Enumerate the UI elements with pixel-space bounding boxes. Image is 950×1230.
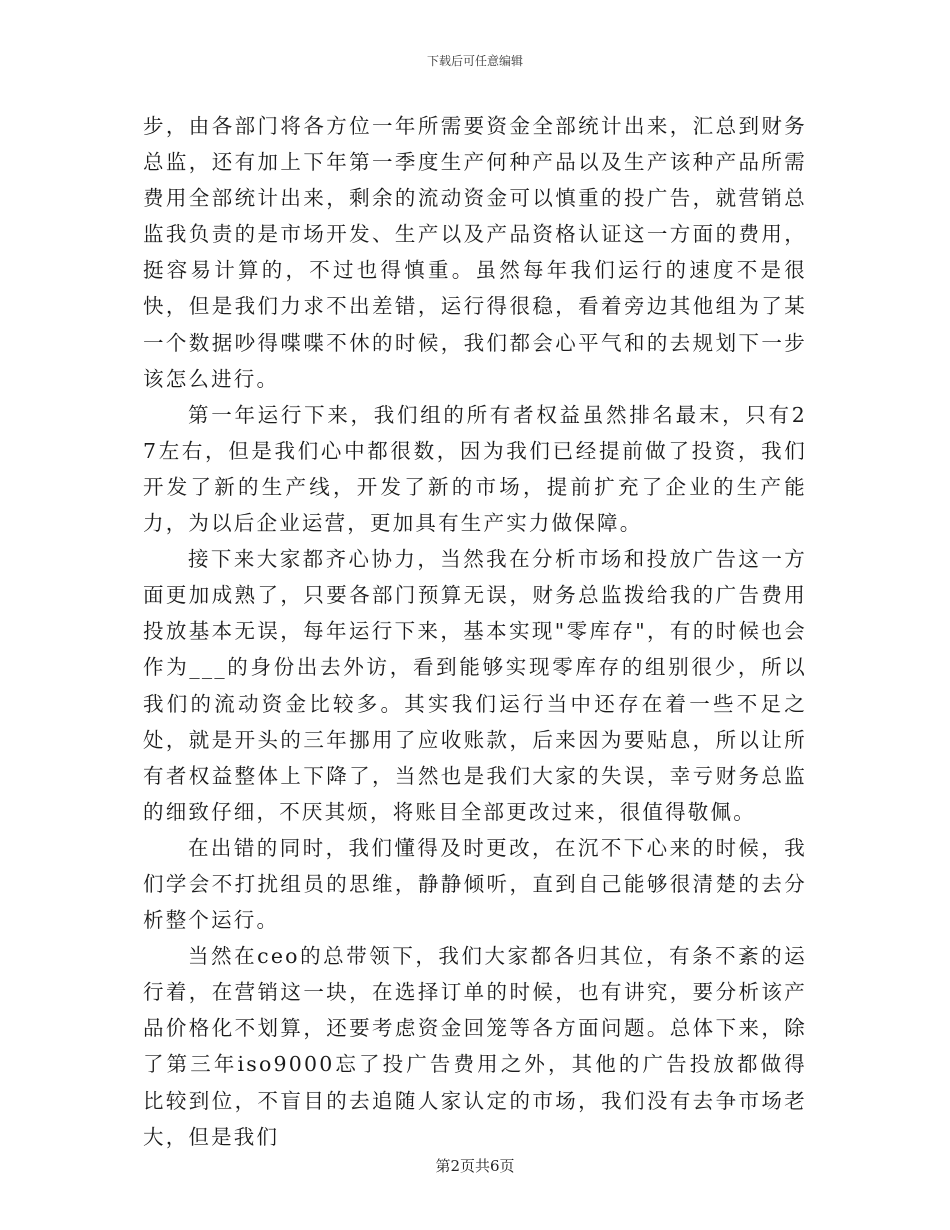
paragraph-2: 第一年运行下来，我们组的所有者权益虽然排名最末，只有27左右，但是我们心中都很数，因为我们已经提前做了投资，我们开发了新的生产线，开发了新的市场，提前扩充了企业的生产能力，为以后企业运营，更加具有生产实力做保障。: [143, 402, 807, 536]
document-body: [143, 108, 807, 1155]
page-header: 下载后可任意编辑: [426, 54, 523, 68]
paragraph-1: 步，由各部门将各方位一年所需要资金全部统计出来，汇总到财务总监，还有加上下年第一季度生产何种产品以及生产该种产品所需费用全部统计出来，剩余的流动资金可以慎重的投广告，就营销总监我负责的是市场开发、生产以及产品资格认证这一方面的费用，挺容易计算的，不过也得慎重。虽然每年我们运行的速度不是很快，但是我们力求不出差错，运行得很稳，看着旁边其他组为了某一个数据吵得喋喋不休的时候，我们都会心平气和的去规划下一步该怎么进行。: [143, 114, 807, 391]
paragraph-3: 接下来大家都齐心协力，当然我在分析市场和投放广告这一方面更加成熟了，只要各部门预算无误，财务总监拨给我的广告费用投放基本无误，每年运行下来，基本实现"零库存"，有的时候也会作为___的身份出去外访，看到能够实现零库存的组别很少，所以我们的流动资金比较多。其实我们运行当中还存在着一些不足之处，就是开头的三年挪用了应收账款，后来因为要贴息，所以让所有者权益整体上下降了，当然也是我们大家的失误，幸亏财务总监的细致仔细，不厌其烦，将账目全部更改过来，很值得敬佩。: [143, 547, 807, 824]
paragraph-5: 当然在ceo的总带领下，我们大家都各归其位，有条不紊的运行着，在营销这一块，在选择订单的时候，也有讲究，要分析该产品价格化不划算，还要考虑资金回笼等各方面问题。总体下来，除了第三年iso9000忘了投广告费用之外，其他的广告投放都做得比较到位，不盲目的去追随人家认定的市场，我们没有去争市场老大，但是我们: [143, 944, 807, 1149]
paragraph-4: 在出错的同时，我们懂得及时更改，在沉不下心来的时候，我们学会不打扰组员的思维，静静倾听，直到自己能够很清楚的去分析整个运行。: [143, 835, 807, 933]
page-number: 第2页共6页: [435, 1157, 515, 1175]
